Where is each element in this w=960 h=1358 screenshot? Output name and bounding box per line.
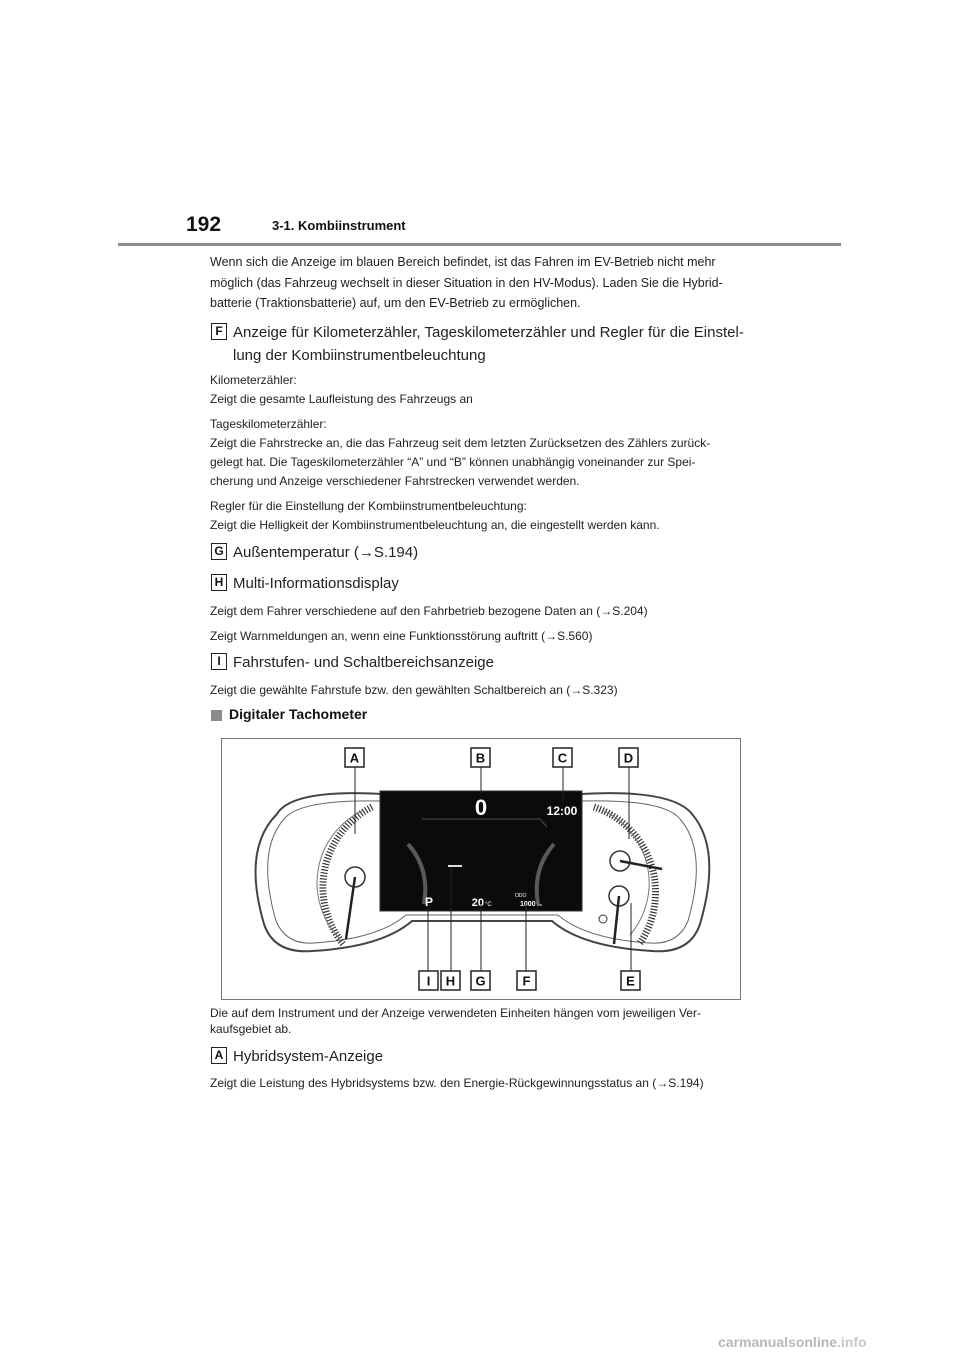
square-bullet-icon [211,710,222,721]
body-line: Zeigt die Helligkeit der Kombiinstrumentbeleuchtung an, die eingestellt werden kann. [210,518,660,532]
display-odo-unit: km [537,902,543,907]
body-line: Kilometerzähler: [210,373,297,387]
watermark [718,1334,867,1350]
right-gauge-arc [604,811,649,935]
callout-c [553,748,572,767]
body-line: cherung und Anzeige verschiedener Fahrstrecken verwendet werden. [210,474,580,488]
callout-label-a: A [349,750,360,766]
intro-line: batterie (Traktionsbatterie) auf, um den EV-Betrieb zu ermöglichen. [210,296,581,310]
body-line: Zeigt die Fahrstrecke an, die das Fahrzeug seit dem letzten Zurücksetzen des Zählers zurück- [210,436,711,450]
caption-line: Die auf dem Instrument und der Anzeige verwendeten Einheiten hängen vom jeweiligen Ver- [210,1006,701,1020]
watermark-domain: .info [837,1334,867,1350]
display-odo: 1000 [520,901,536,908]
section-i-body [210,681,750,700]
page-reference[interactable]: S.560) [557,629,593,643]
section-a-body [210,1074,770,1093]
body-text: Zeigt dem Fahrer verschiedene auf den Fahrbetrieb bezogene Daten an ( [210,604,601,618]
badge-f: F [211,323,227,340]
header-divider [118,243,841,246]
intro-line: möglich (das Fahrzeug wechselt in dieser Situation in den HV-Modus). Laden Sie die Hybrid- [210,275,723,290]
callout-label-e: E [626,973,635,989]
digital-tachometer-heading: Digitaler Tachometer [229,706,368,722]
callout-i [419,971,438,990]
body-line: Zeigt die gesamte Laufleistung des Fahrzeugs an [210,392,473,406]
arrow-icon: → [570,683,583,697]
intro-paragraph [210,252,750,314]
badge-g: G [211,543,227,560]
callout-e [621,971,640,990]
display-time: 12:00 [546,804,578,818]
callout-label-d: D [623,750,634,766]
callout-h [441,971,460,990]
section-title: 3-1. Kombiinstrument [272,218,406,233]
callout-g [471,971,490,990]
badge-a: A [211,1047,227,1064]
callout-label-i: I [426,973,431,989]
page-reference[interactable]: S.194) [668,1076,704,1090]
body-line: Regler für die Einstellung der Kombiinstrumentbeleuchtung: [210,499,527,513]
display-speed: 0 [474,795,488,820]
instrument-cluster-figure [221,738,741,1000]
intro-line: Wenn sich die Anzeige im blauen Bereich befindet, ist das Fahren im EV-Betrieb nicht mehr [210,255,716,269]
page-reference[interactable]: S.194) [373,544,419,561]
arrow-icon: → [358,544,374,561]
page-reference[interactable]: S.323) [582,683,618,697]
heading-line: lung der Kombiinstrumentbeleuchtung [233,347,486,364]
callout-a [345,748,364,767]
section-h-heading: Multi-Informationsdisplay [233,575,399,592]
section-f-body [210,371,750,535]
display-temp: 20 [471,897,484,909]
body-text: Zeigt die gewählte Fahrstufe bzw. den gewählten Schaltbereich an ( [210,683,571,697]
callout-f [517,971,536,990]
figure-caption [210,1005,750,1037]
heading-text: Außentemperatur ( [233,544,359,561]
section-f-heading [233,321,753,367]
page-reference[interactable]: S.204) [612,604,648,618]
arrow-icon: → [545,629,558,643]
cluster-illustration [222,739,740,999]
display-odo-label: ODO [515,893,527,899]
callout-d [619,748,638,767]
section-h-body [210,602,750,646]
display-temp-unit: °C [485,902,492,908]
caption-line: kaufsgebiet ab. [210,1022,292,1036]
callout-label-f: F [522,973,531,989]
callout-b [471,748,490,767]
section-g-heading [233,541,753,564]
body-line: gelegt hat. Die Tageskilometerzähler “A” und “B” können unabhängig voneinander zur Spei- [210,455,696,469]
body-text: Zeigt Warnmeldungen an, wenn eine Funktionsstörung auftritt ( [210,629,546,643]
badge-h: H [211,574,227,591]
badge-i: I [211,653,227,670]
body-text: Zeigt die Leistung des Hybridsystems bzw. den Energie-Rückgewinnungsstatus an ( [210,1076,657,1090]
callout-label-c: C [557,750,568,766]
page-number: 192 [186,213,222,236]
watermark-text: carmanualsonline [718,1334,838,1350]
indicator-circle-icon [599,915,607,923]
callout-label-h: H [445,973,456,989]
display-marker [448,865,462,867]
body-line: Tageskilometerzähler: [210,417,327,431]
section-i-heading: Fahrstufen- und Schaltbereichsanzeige [233,654,494,671]
callout-label-b: B [475,750,486,766]
arrow-icon: → [656,1076,669,1090]
display-gear: P [424,895,434,909]
heading-line: Anzeige für Kilometerzähler, Tageskilometerzähler und Regler für die Einstel- [233,324,744,341]
arrow-icon: → [600,604,613,618]
section-a-heading: Hybridsystem-Anzeige [233,1048,384,1065]
callout-label-g: G [475,973,486,989]
